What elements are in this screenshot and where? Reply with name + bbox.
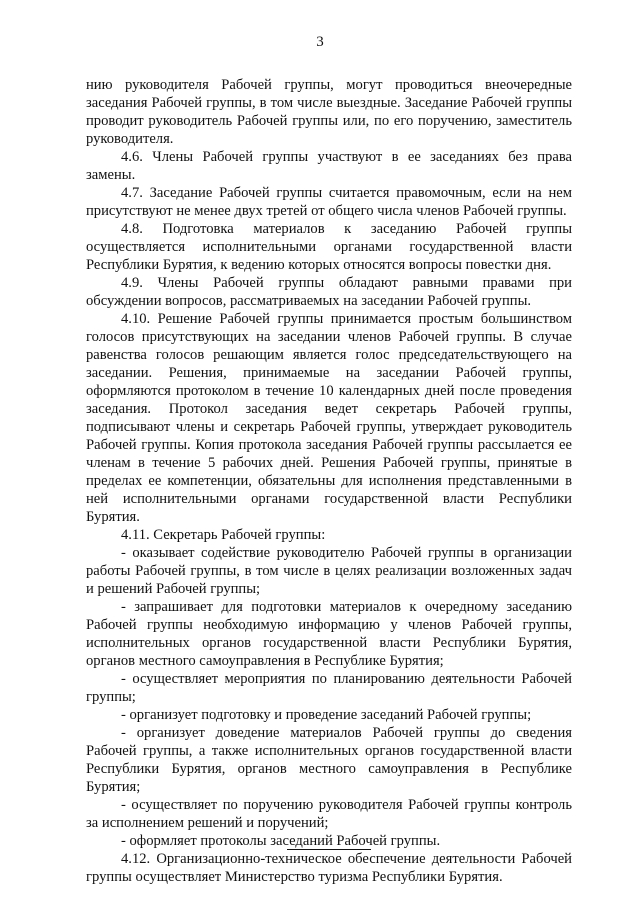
list-item: - организует подготовку и проведение заседаний Рабочей группы; <box>121 707 532 723</box>
paragraph-continuation: нию руководителя Рабочей группы, могут проводиться внеочередные заседания Рабочей группы, в том числе выездные. Заседание Рабочей группы проводит руководитель Рабочей группы или, по его поручению, заместитель руководителя. <box>86 77 572 147</box>
paragraph-4-7: 4.7. Заседание Рабочей группы считается правомочным, если на нем присутствуют не менее двух третей от общего числа членов Рабочей группы. <box>86 185 572 219</box>
paragraph-4-12: 4.12. Организационно-техническое обеспечение деятельности Рабочей группы осуществляет Министерство туризма Республики Бурятия. <box>86 851 572 885</box>
document-body <box>86 76 572 886</box>
paragraph-4-10: 4.10. Решение Рабочей группы принимается простым большинством голосов присутствующих на заседании членов Рабочей группы. В случае равенства голосов решающим является голос председательствующего на заседании. Решения, принимаемые на заседании Рабочей группы, оформляются протоколом в течение 10 календарных дней после проведения заседания. Протокол заседания ведет секретарь Рабочей группы, подписывают члены и секретарь Рабочей группы, утверждает руководитель Рабочей группы. Копия протокола заседания Рабочей группы рассылается ее членам в течение 5 рабочих дней. Решения Рабочей группы, принятые в пределах ее компетенции, обязательны для исполнения представленными в ней исполнительными органами государственной власти Республики Бурятия. <box>86 311 572 525</box>
list-item: - организует доведение материалов Рабочей группы до сведения Рабочей группы, а также исполнительных органов государственной власти Республики Бурятия, органов местного самоуправления в Республике Бурятия; <box>86 725 572 795</box>
list-item: - осуществляет по поручению руководителя Рабочей группы контроль за исполнением решений и поручений; <box>86 797 572 831</box>
page-number: 3 <box>316 34 324 50</box>
list-item: - осуществляет мероприятия по планированию деятельности Рабочей группы; <box>86 671 572 705</box>
paragraph-4-11: 4.11. Секретарь Рабочей группы: <box>121 527 326 543</box>
footer-divider <box>287 849 371 850</box>
list-item: - оказывает содействие руководителю Рабочей группы в организации работы Рабочей группы, в том числе в целях реализации возложенных задач и решений Рабочей группы; <box>86 545 572 597</box>
paragraph-4-6: 4.6. Члены Рабочей группы участвуют в ее заседаниях без права замены. <box>86 149 572 183</box>
paragraph-4-8: 4.8. Подготовка материалов к заседанию Рабочей группы осуществляется исполнительными органами государственной власти Республики Бурятия, к ведению которых относятся вопросы повестки дня. <box>86 221 572 273</box>
list-item: - запрашивает для подготовки материалов к очередному заседанию Рабочей группы необходимую информацию у членов Рабочей группы, исполнительных органов государственной власти Республики Бурятия, органов местного самоуправления в Республике Бурятия; <box>86 599 572 669</box>
list-item: - оформляет протоколы заседаний Рабочей группы. <box>121 833 441 849</box>
paragraph-4-9: 4.9. Члены Рабочей группы обладают равными правами при обсуждении вопросов, рассматриваемых на заседании Рабочей группы. <box>86 275 572 309</box>
